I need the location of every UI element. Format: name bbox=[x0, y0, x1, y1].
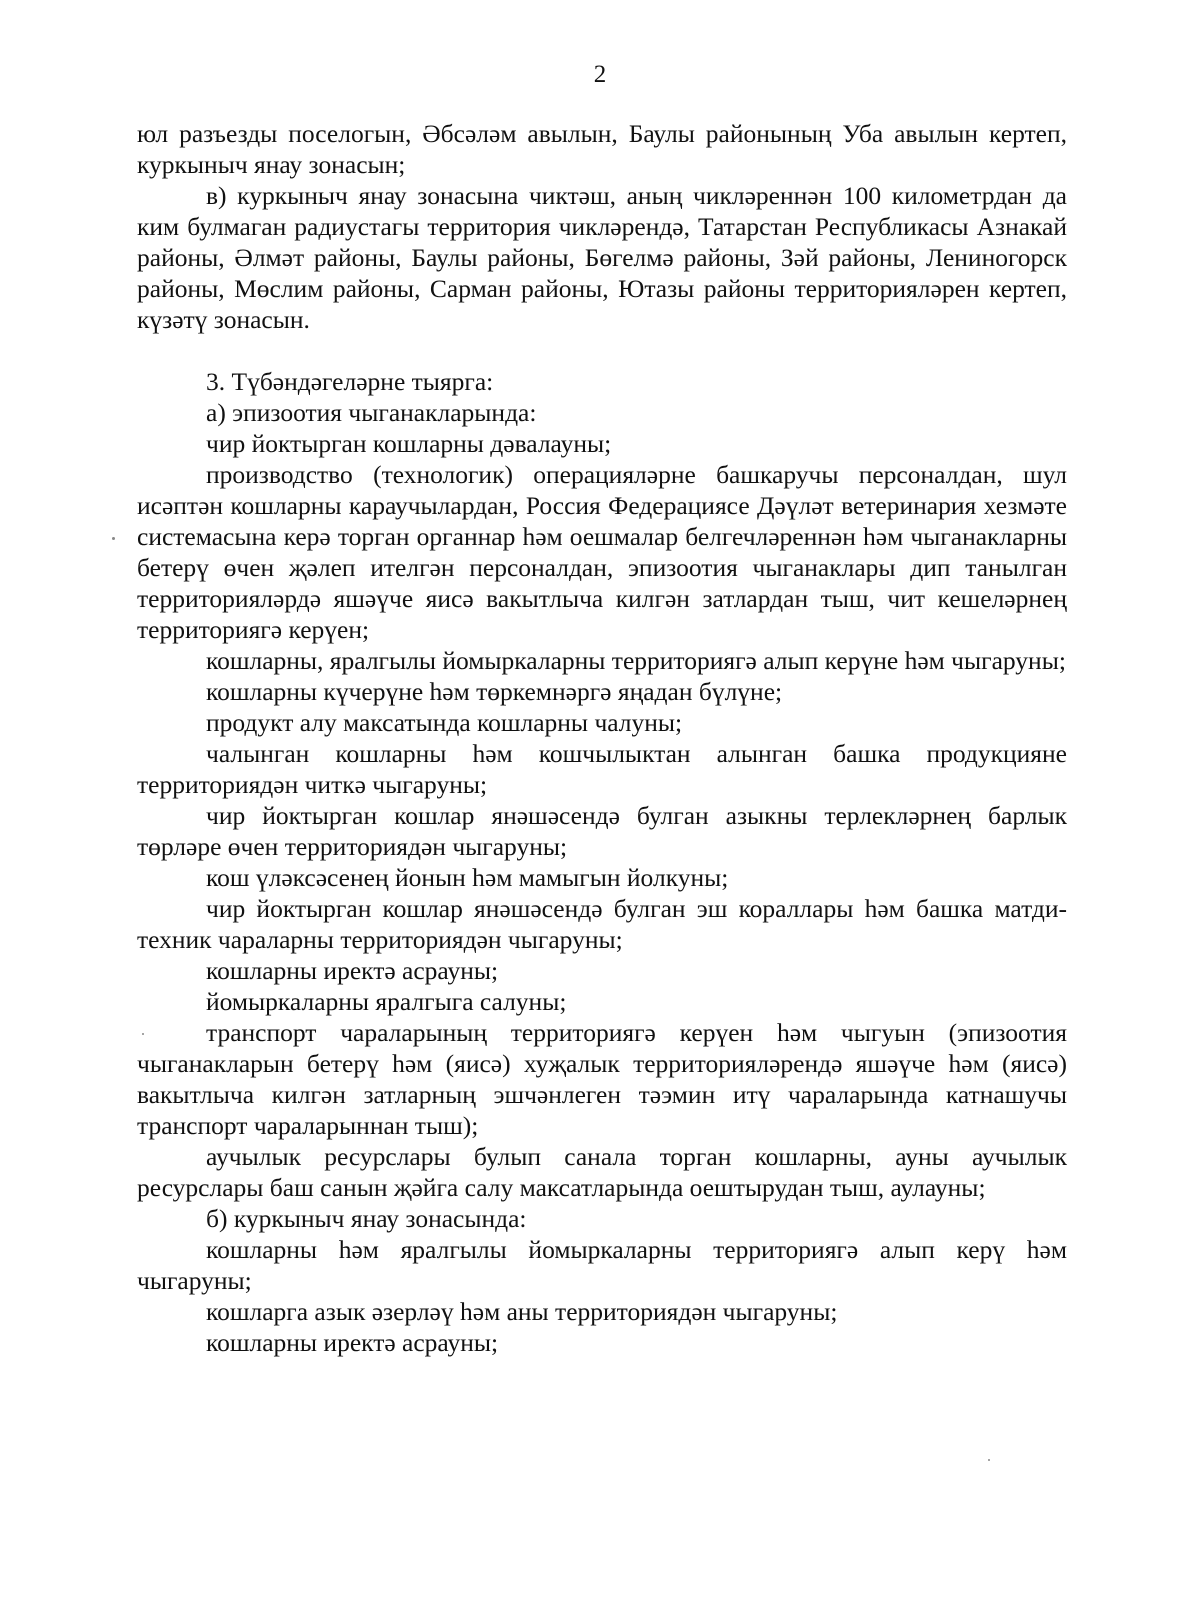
paragraph-13: чир йоктырган кошлар янәшәсендә булган эш кораллары һәм башка матди-техник чараларны территориядән чыгаруны; bbox=[137, 894, 1067, 954]
page-number: 2 bbox=[593, 61, 607, 88]
paragraph-15: йомыркаларны яралгыга салуны; bbox=[206, 987, 567, 1016]
paragraph-14: кошларны иректә асрауны; bbox=[206, 956, 499, 985]
scan-speck bbox=[112, 537, 115, 540]
paragraph-2: в) куркыныч янау зонасына чиктәш, аның чикләреннән 100 километрдан да ким булмаган радиустагы территория чикләрендә, Татарстан Республикасы Азнакай районы, Әлмәт районы, Баулы районы, Бөгелмә районы, Зәй районы, Лениногорск районы, Мөслим районы, Сарман районы, Ютазы районы территорияләрен кертеп, күзәтү зонасын. bbox=[137, 181, 1067, 334]
paragraph-6: производство (технологик) операцияләрне башкаручы персоналдан, шул исәптән кошларны караучылардан, Россия Федерациясе Дәүләт ветеринария хезмәте системасына керә торган органнар һәм оешмалар белгечләреннән һәм чыганакларны бетерү өчен җәлеп ителгән персоналдан, эпизоотия чыганаклары дип танылган территорияләрдә яшәүче яисә вакытлыча килгән затлардан тыш, чит кешеләрнең территориягә керүен; bbox=[137, 460, 1067, 644]
paragraph-4: а) эпизоотия чыганакларында: bbox=[206, 398, 537, 427]
scan-speck bbox=[988, 1459, 990, 1461]
paragraph-3: 3. Түбәндәгеләрне тыярга: bbox=[206, 367, 494, 396]
paragraph-5: чир йоктырган кошларны дәвалауны; bbox=[206, 429, 612, 458]
paragraph-20: кошларга азык әзерләү һәм аны территориядән чыгаруны; bbox=[206, 1297, 838, 1326]
paragraph-16: транспорт чараларының территориягә керүен һәм чыгуын (эпизоотия чыганакларын бетерү һәм (яисә) хуҗалык территорияләрендә яшәүче һәм (яисә) вакытлыча килгән затларның эшчәнлеген тәэмин итү чараларында катнашучы транспорт чараларыннан тыш); bbox=[137, 1018, 1067, 1140]
paragraph-11: чир йоктырган кошлар янәшәсендә булган азыкны терлекләрнең барлык төрләре өчен территориядән чыгаруны; bbox=[137, 801, 1067, 861]
paragraph-10: чалынган кошларны һәм кошчылыктан алынган башка продукцияне территориядән читкә чыгаруны; bbox=[137, 739, 1067, 799]
paragraph-17: аучылык ресурслары булып санала торган кошларны, ауны аучылык ресурслары баш санын җәйга салу максатларында оештырудан тыш, аулауны; bbox=[137, 1142, 1067, 1202]
paragraph-18: б) куркыныч янау зонасында: bbox=[206, 1204, 527, 1233]
paragraph-12: кош үләксәсенең йонын һәм мамыгын йолкуны; bbox=[206, 863, 729, 892]
paragraph-7: кошларны, яралгылы йомыркаларны территориягә алып керүне һәм чыгаруны; bbox=[206, 646, 1066, 675]
paragraph-spacer bbox=[137, 335, 1067, 366]
paragraph-9: продукт алу максатында кошларны чалуны; bbox=[206, 708, 683, 737]
document-body bbox=[137, 118, 1067, 1358]
paragraph-21: кошларны иректә асрауны; bbox=[206, 1328, 499, 1357]
paragraph-8: кошларны күчерүне һәм төркемнәргә яңадан бүлүне; bbox=[206, 677, 783, 706]
scan-speck bbox=[142, 1033, 144, 1035]
paragraph-19: кошларны һәм яралгылы йомыркаларны территориягә алып керү һәм чыгаруны; bbox=[137, 1235, 1067, 1295]
paragraph-1: юл разъезды поселогын, Әбсәләм авылын, Баулы районының Уба авылын кертеп, куркыныч янау зонасын; bbox=[137, 119, 1067, 179]
